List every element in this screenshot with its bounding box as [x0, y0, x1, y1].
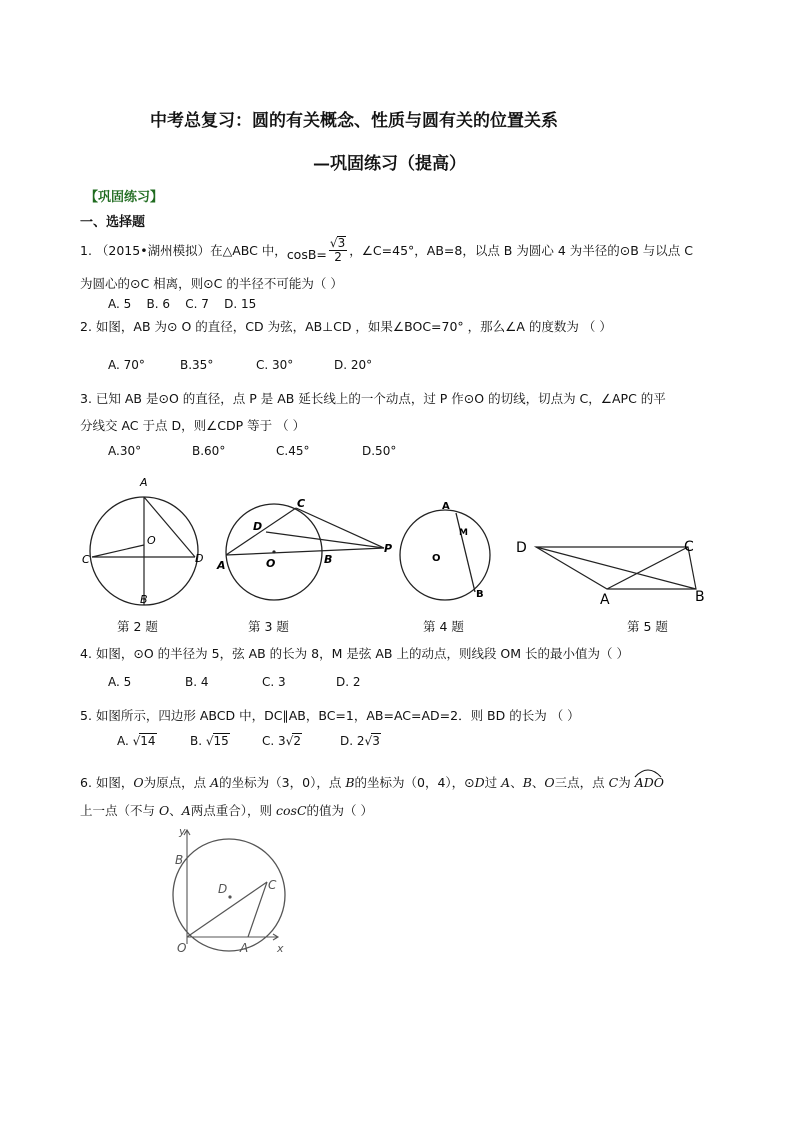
- q1-suffix: ，∠C=45°，AB=8，以点 B 为圆心 4 为半径的⊙B 与以点 C: [349, 243, 693, 258]
- fig6-label-b: B: [175, 853, 184, 867]
- fig6-label-o: O: [177, 941, 187, 955]
- fig6-center-dot: [228, 895, 231, 898]
- fig6-label-x: x: [277, 942, 284, 955]
- fig4-caption: 第 4 题: [423, 619, 464, 634]
- fig6-label-a: A: [240, 941, 249, 955]
- fig6-segment-ac: [248, 882, 267, 937]
- figure-6: [160, 822, 300, 957]
- q4-option-a: A. 5: [108, 675, 132, 689]
- q5-option-b: B. √15: [190, 734, 229, 748]
- fig2-segment-ad: [144, 497, 195, 557]
- q1-frac-den: 2: [334, 250, 342, 264]
- q5-option-b-letter: B.: [190, 734, 203, 748]
- q3-option-d: D.50°: [362, 444, 397, 458]
- q6-var-c: C: [608, 775, 619, 790]
- fig5-diagonal-db: [536, 547, 696, 589]
- q6-var-o: O: [133, 775, 144, 790]
- q2-option-b: B.35°: [180, 358, 214, 372]
- fig3-label-a: A: [217, 559, 226, 572]
- q3-option-a: A.30°: [108, 444, 142, 458]
- fig3-label-c: C: [297, 497, 306, 510]
- question-5-text: 5. 如图所示，四边形 ABCD 中，DC∥AB，BC=1，AB=AC=AD=2．则 BD 的长为 （ ）: [80, 708, 580, 723]
- fig4-circle: [400, 510, 490, 600]
- q5-option-d: D. 2√3: [340, 734, 380, 748]
- q6-text: 三点，点: [554, 775, 609, 790]
- fig4-label-o: O: [432, 553, 441, 564]
- q6-text: 的值为（ ）: [306, 803, 374, 818]
- page-title: 中考总复习：圆的有关概念、性质与圆有关的位置关系: [150, 111, 558, 131]
- page-subtitle: —巩固练习（提高）: [313, 154, 466, 174]
- q5-option-a: A. √14: [117, 734, 156, 748]
- q4-option-b: B. 4: [185, 675, 209, 689]
- q6-text: 过: [484, 775, 502, 790]
- q6-var-b: B: [345, 775, 355, 790]
- q6-text: 两点重合），则: [190, 803, 277, 818]
- question-3-line-2: 分线交 AC 于点 D，则∠CDP 等于 （ ）: [80, 418, 306, 433]
- q6-var-d: D: [474, 775, 485, 790]
- q4-option-d: D. 2: [336, 675, 361, 689]
- fig5-diagonal-ac: [607, 547, 688, 589]
- q5-option-d-coef: 2: [356, 734, 365, 748]
- q5-option-c: C. 3√2: [262, 734, 301, 748]
- fig4-label-b: B: [476, 589, 484, 600]
- q5-option-d-radicand: 3: [372, 734, 380, 748]
- q6-arc-label: ADO: [634, 775, 664, 790]
- q3-option-b: B.60°: [192, 444, 226, 458]
- section-tag: 【巩固练习】: [85, 190, 164, 205]
- question-6-line-1: [80, 773, 664, 791]
- fig4-label-a: A: [442, 501, 450, 512]
- fig2-label-o: O: [147, 534, 156, 547]
- q6-text: 为原点，点: [143, 775, 211, 790]
- arc-mark-icon: [633, 766, 663, 778]
- q6-text: 的坐标为（3，0），点: [219, 775, 346, 790]
- fig5-caption: 第 5 题: [627, 619, 668, 634]
- q6-text: 、: [169, 803, 182, 818]
- q6-var-o: O: [158, 803, 170, 818]
- q6-var-a: A: [181, 803, 191, 818]
- q6-cosc: cosC: [276, 803, 307, 818]
- q3-option-c: C.45°: [276, 444, 310, 458]
- fig2-segment-oc: [92, 545, 144, 557]
- q2-option-c: C. 30°: [256, 358, 294, 372]
- fig6-circle: [173, 839, 285, 951]
- fig6-label-c: C: [268, 878, 277, 892]
- fig2-label-c: C: [82, 553, 90, 566]
- fig5-label-c: C: [684, 539, 694, 555]
- fig2-label-d: D: [195, 552, 204, 565]
- question-1-line-1: [80, 236, 693, 264]
- q5-option-c-letter: C.: [262, 734, 275, 748]
- fig2-caption: 第 2 题: [117, 619, 158, 634]
- fig5-label-a: A: [600, 592, 610, 608]
- q1-cos-label: cosB=: [286, 246, 327, 262]
- figure-2: [78, 472, 218, 607]
- question-6-line-2: [80, 801, 373, 819]
- q5-option-a-radicand: 14: [140, 734, 156, 748]
- fig6-label-y: y: [179, 825, 186, 838]
- fig3-caption: 第 3 题: [248, 619, 289, 634]
- fig6-label-d: D: [218, 882, 228, 896]
- section-heading: 一、选择题: [80, 215, 146, 230]
- q6-text: 上一点（不与: [80, 803, 159, 818]
- q5-option-c-coef: 3: [278, 734, 286, 748]
- fig5-label-d: D: [516, 540, 527, 556]
- question-2-text: 2. 如图，AB 为⊙ O 的直径，CD 为弦，AB⊥CD ，如果∠BOC=70° ，那么∠A 的度数为 （ ）: [80, 319, 612, 334]
- q5-option-c-radicand: 2: [293, 734, 301, 748]
- fig3-label-b: B: [324, 553, 333, 566]
- figure-3: [208, 492, 398, 607]
- fig3-label-p: P: [384, 542, 393, 555]
- q6-text: 、: [531, 775, 545, 790]
- q2-option-d: D. 20°: [334, 358, 373, 372]
- figure-4: [392, 495, 502, 605]
- figure-5: [512, 535, 712, 610]
- q4-option-c: C. 3: [262, 675, 286, 689]
- q6-var-a: A: [210, 775, 220, 790]
- q6-var-a: A: [501, 775, 511, 790]
- q1-fraction: $\frac{√3}{2}$: [329, 236, 346, 264]
- q6-text: 为: [618, 775, 635, 790]
- q6-text: 6. 如图，: [80, 775, 134, 790]
- fig3-center-dot: [272, 550, 275, 553]
- q6-arc-ado: [635, 775, 664, 790]
- q1-prefix: 1. （2015•湖州模拟）在△ABC 中，: [80, 243, 287, 258]
- fig5-label-b: B: [695, 589, 705, 605]
- q1-frac-num: 3: [337, 236, 346, 250]
- q2-option-a: A. 70°: [108, 358, 145, 372]
- q6-text: 、: [510, 775, 523, 790]
- fig3-label-o: O: [266, 557, 276, 570]
- fig2-label-b: B: [140, 593, 148, 606]
- question-4-text: 4. 如图，⊙O 的半径为 5，弦 AB 的长为 8，M 是弦 AB 上的动点，则线段 OM 长的最小值为（ ）: [80, 646, 629, 661]
- question-1-line-2: 为圆心的⊙C 相离，则⊙C 的半径不可能为（ ）: [80, 276, 343, 291]
- question-1-options: A. 5 B. 6 C. 7 D. 15: [108, 297, 257, 311]
- fig4-label-m: M: [459, 528, 468, 538]
- q6-var-b: B: [522, 775, 532, 790]
- q6-text: 的坐标为（0，4），⊙: [354, 775, 475, 790]
- q6-var-o: O: [544, 775, 555, 790]
- q5-option-d-letter: D.: [340, 734, 354, 748]
- fig3-line-ap: [226, 548, 384, 555]
- q5-option-b-radicand: 15: [213, 734, 229, 748]
- q5-option-a-letter: A.: [117, 734, 129, 748]
- question-3-line-1: 3. 已知 AB 是⊙O 的直径，点 P 是 AB 延长线上的一个动点，过 P 作⊙O 的切线，切点为 C，∠APC 的平: [80, 391, 666, 406]
- fig3-label-d: D: [253, 520, 263, 533]
- fig2-label-a: A: [140, 476, 148, 489]
- fig4-chord-ab: [456, 513, 475, 592]
